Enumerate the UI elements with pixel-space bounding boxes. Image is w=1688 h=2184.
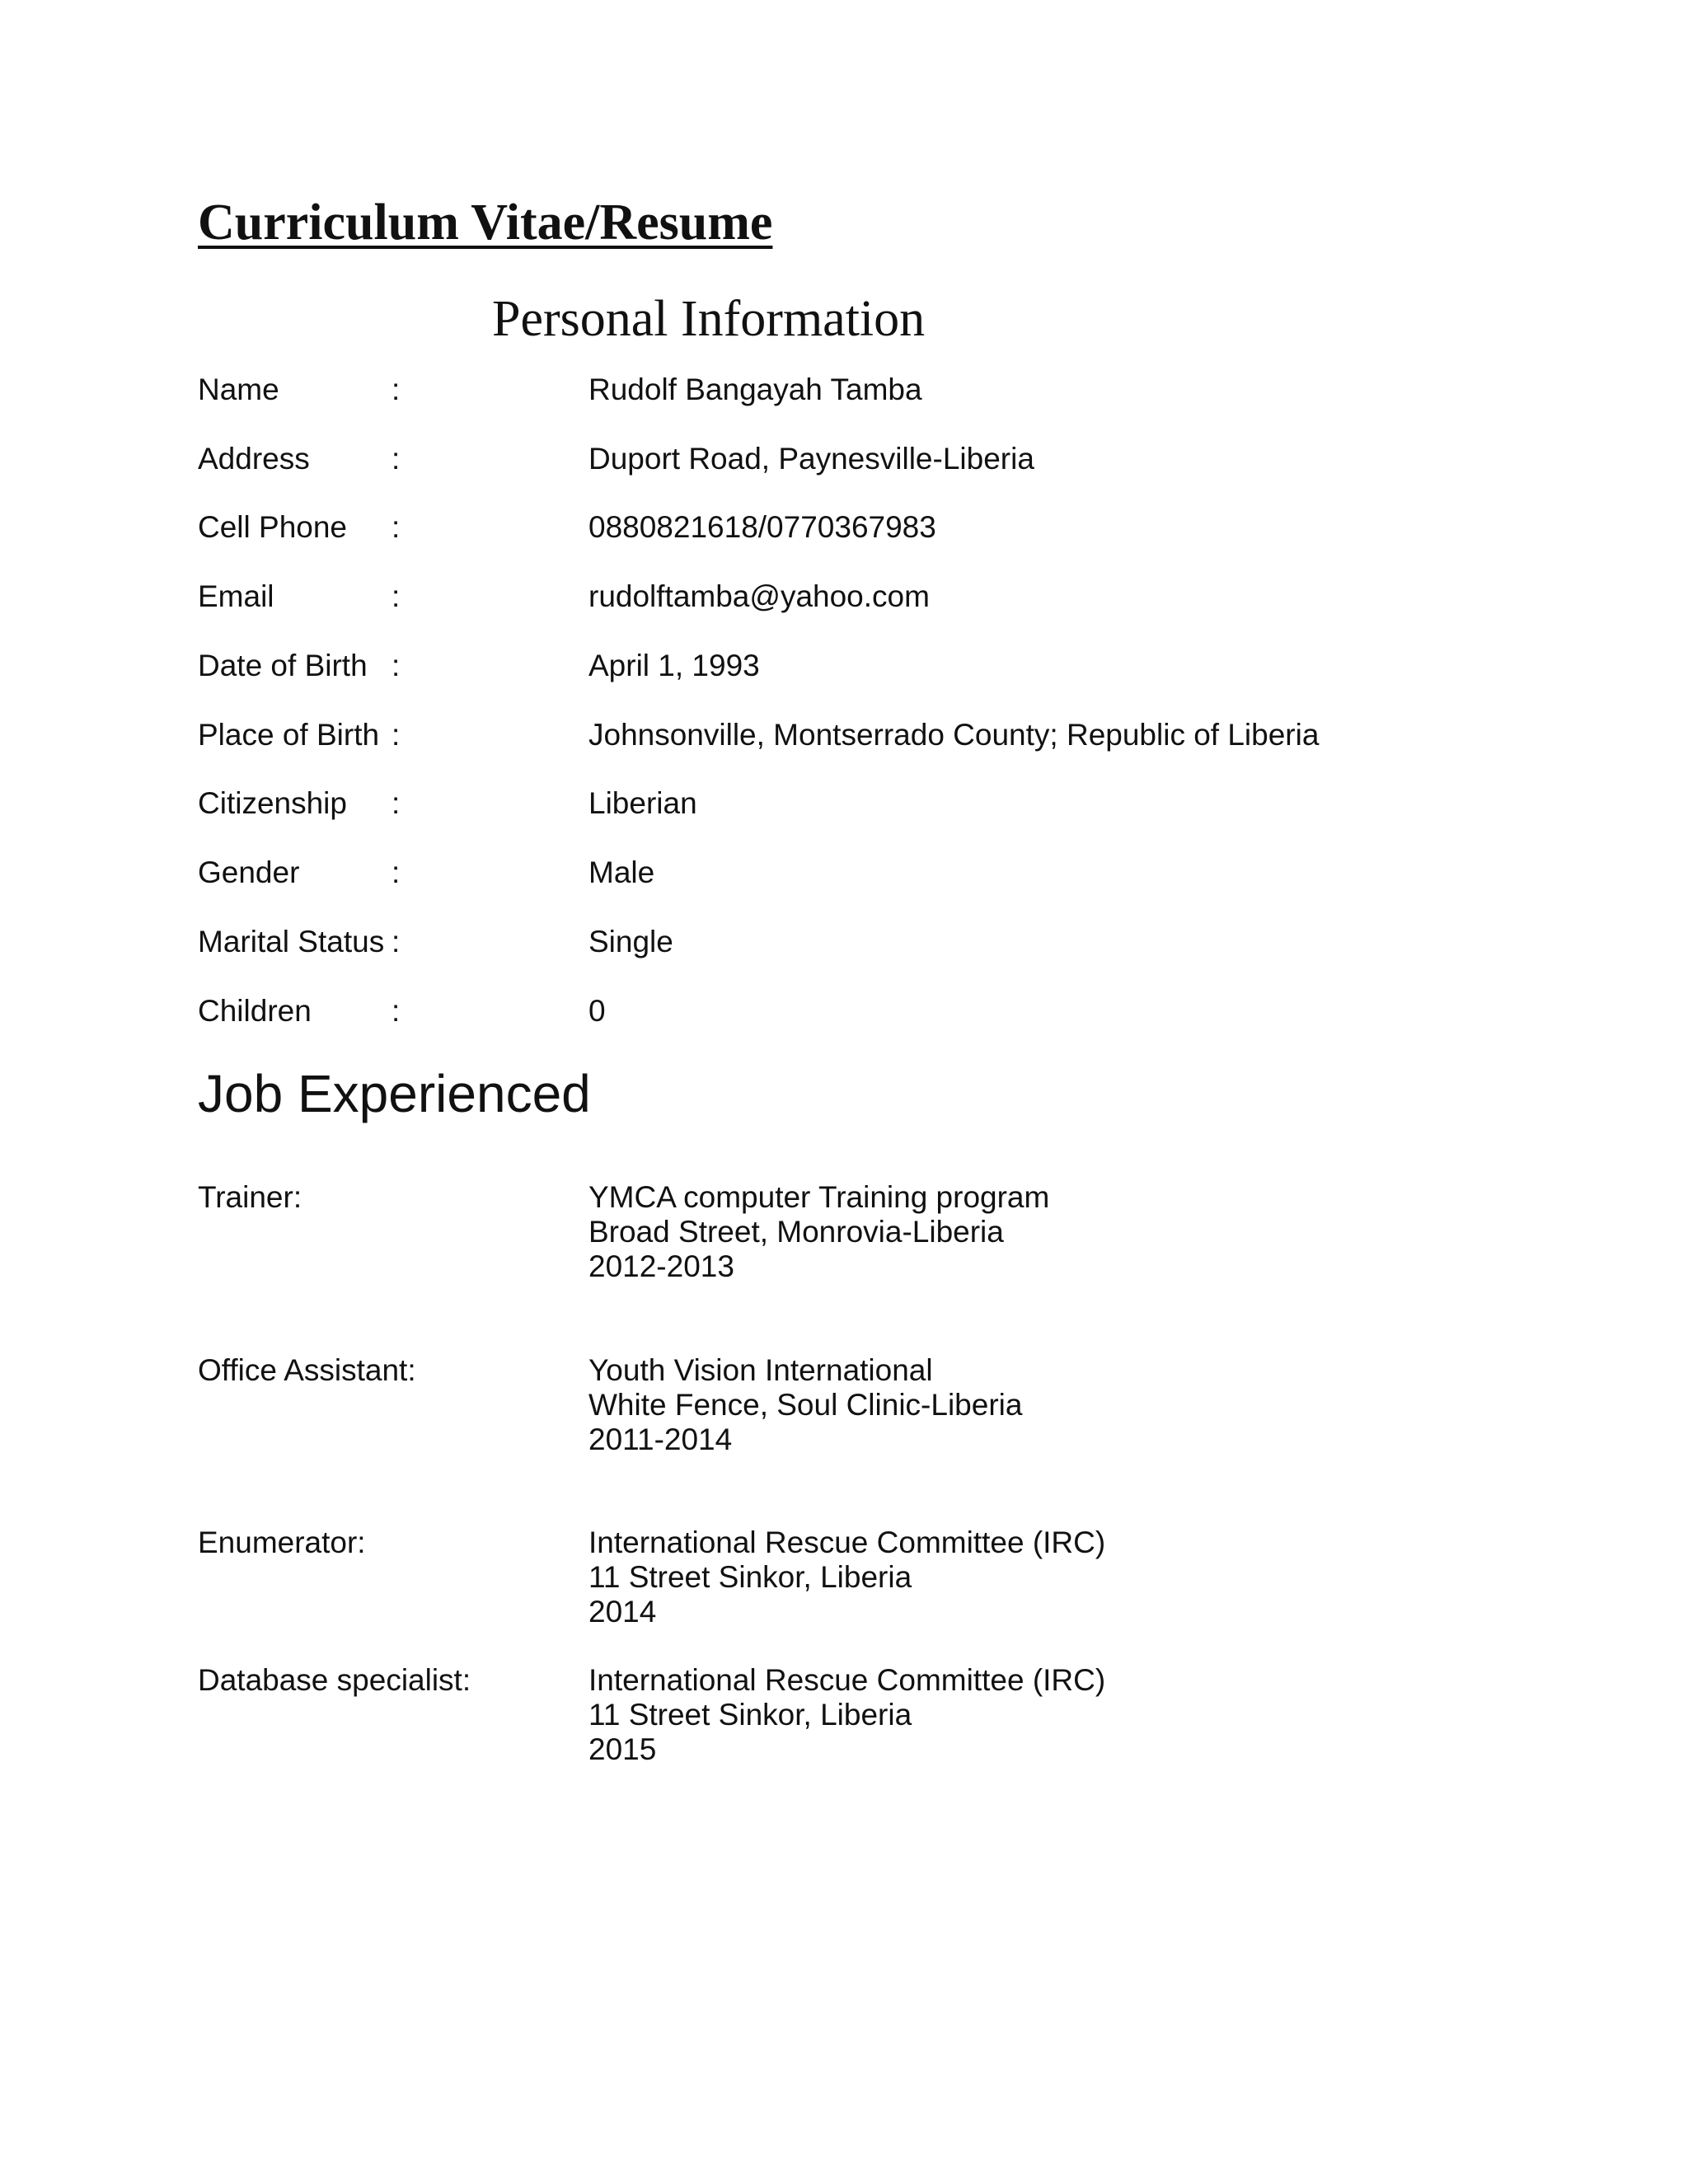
job-details [588, 1353, 1022, 1457]
info-label: Marital Status [198, 925, 385, 958]
job-location: 11 Street Sinkor, Liberia [588, 1560, 912, 1594]
info-row-email [0, 579, 1688, 629]
job-period: 2014 [588, 1595, 657, 1629]
info-colon: : [392, 510, 401, 544]
info-colon: : [392, 925, 401, 958]
info-label: Name [198, 373, 279, 406]
info-label: Children [198, 994, 312, 1028]
job-organization: YMCA computer Training program [588, 1180, 1050, 1214]
info-row-gender [0, 855, 1688, 905]
info-value: 0880821618/0770367983 [588, 510, 936, 544]
info-colon: : [392, 373, 401, 406]
info-row-address [0, 442, 1688, 491]
info-colon: : [392, 718, 401, 752]
info-row-place-of-birth [0, 718, 1688, 767]
job-location: 11 Street Sinkor, Liberia [588, 1698, 912, 1732]
info-row-citizenship [0, 786, 1688, 836]
info-row-marital-status [0, 925, 1688, 974]
job-organization: International Rescue Committee (IRC) [588, 1526, 1106, 1559]
job-details [588, 1180, 1049, 1284]
info-value: Duport Road, Paynesville-Liberia [588, 442, 1034, 476]
job-period: 2015 [588, 1732, 657, 1766]
info-colon: : [392, 786, 401, 820]
info-value: April 1, 1993 [588, 649, 760, 682]
document-title: Curriculum Vitae/Resume [198, 194, 773, 251]
info-row-date-of-birth [0, 649, 1688, 698]
info-label: Email [198, 579, 274, 613]
job-details [588, 1526, 1105, 1629]
job-title: Office Assistant: [198, 1353, 416, 1387]
info-label: Date of Birth [198, 649, 368, 682]
job-location: White Fence, Soul Clinic-Liberia [588, 1388, 1023, 1422]
job-location: Broad Street, Monrovia-Liberia [588, 1215, 1004, 1249]
info-colon: : [392, 649, 401, 682]
info-value: Male [588, 855, 655, 889]
info-label: Citizenship [198, 786, 347, 820]
info-value: Liberian [588, 786, 697, 820]
info-colon: : [392, 442, 401, 476]
info-colon: : [392, 855, 401, 889]
info-value: 0 [588, 994, 606, 1028]
info-label: Gender [198, 855, 300, 889]
personal-information-heading: Personal Information [492, 291, 926, 347]
job-experienced-heading: Job Experienced [198, 1064, 591, 1123]
info-row-name [0, 373, 1688, 422]
info-label: Place of Birth [198, 718, 380, 752]
info-colon: : [392, 579, 401, 613]
info-value: rudolftamba@yahoo.com [588, 579, 930, 613]
job-period: 2011-2014 [588, 1422, 733, 1456]
job-details [588, 1663, 1105, 1767]
info-colon: : [392, 994, 401, 1028]
info-label: Cell Phone [198, 510, 348, 544]
job-title: Database specialist: [198, 1663, 471, 1697]
info-value: Johnsonville, Montserrado County; Republic of Liberia [588, 718, 1320, 752]
info-label: Address [198, 442, 310, 476]
job-title: Trainer: [198, 1180, 302, 1214]
info-value: Single [588, 925, 673, 958]
info-row-children [0, 994, 1688, 1043]
job-organization: International Rescue Committee (IRC) [588, 1663, 1106, 1697]
info-row-cell-phone [0, 510, 1688, 560]
info-value: Rudolf Bangayah Tamba [588, 373, 922, 406]
job-title: Enumerator: [198, 1526, 366, 1559]
job-period: 2012-2013 [588, 1249, 734, 1283]
job-organization: Youth Vision International [588, 1353, 933, 1387]
